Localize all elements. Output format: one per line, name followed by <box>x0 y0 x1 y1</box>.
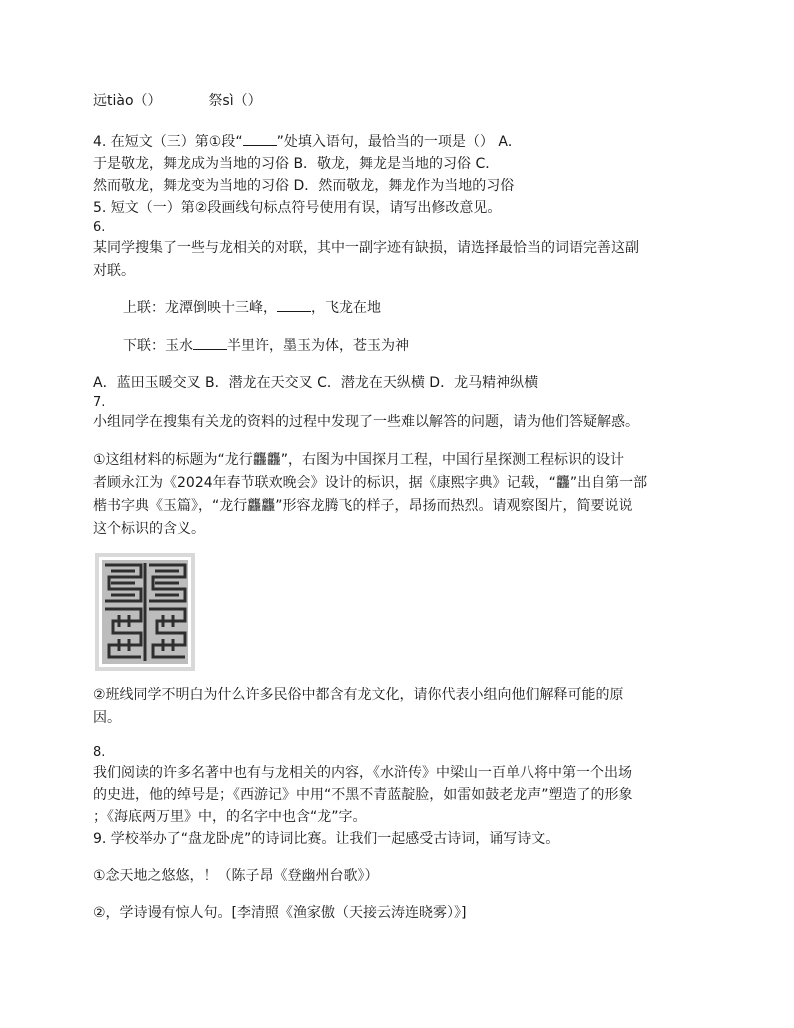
q7-p1-line-1: ①这组材料的标题为“龙行龘龘”，右图为中国探月工程，中国行星探测工程标识的设计 <box>93 452 625 468</box>
q6-line-1: 某同学搜集了一些与龙相关的对联，其中一副字迹有缺损，请选择最恰当的词语完善这副 <box>93 240 639 256</box>
q7-p2-line-2: 因。 <box>93 710 121 726</box>
q7-p2-line-1: ②班线同学不明白为什么许多民俗中都含有龙文化，请你代表小组向他们解释可能的原 <box>93 687 624 703</box>
q4-text-a: 4. 在短文（三）第①段“ <box>93 134 243 150</box>
pinyin-line <box>93 91 262 111</box>
q8-number: 8. <box>93 745 106 760</box>
couplet-lower-blank[interactable] <box>193 337 227 350</box>
q7-p1-line-3: 楷书字典《玉篇》，“龙行龘龘”形容龙腾飞的样子，昂扬而热烈。请观察图片，简要说说 <box>93 498 633 514</box>
couplet-upper <box>123 298 381 318</box>
q9-line-1: 9. 学校举办了“盘龙卧虎”的诗词比赛。让我们一起感受古诗词，诵写诗文。 <box>93 831 560 847</box>
couplet-upper-b: ，飞龙在地 <box>311 300 381 316</box>
q8-line-1: 我们阅读的许多名著中也有与龙相关的内容，《水浒传》中梁山一百单八将中第一个出场 <box>93 765 632 781</box>
q6-options: A．蓝田玉暖交叉 B．潜龙在天交叉 C．潜龙在天纵横 D．龙马精神纵横 <box>93 375 539 391</box>
q7-p1-line-2: 者顾永江为《2024年春节联欢晚会》设计的标识，据《康熙字典》记载，“龘”出自第一部 <box>93 475 648 491</box>
q7-line-1: 小组同学在搜集有关龙的资料的过程中发现了一些难以解答的问题，请为他们答疑解惑。 <box>93 414 639 430</box>
dragon-seal-logo <box>95 553 195 671</box>
couplet-upper-a: 上联：龙潭倒映十三峰， <box>123 300 277 316</box>
q9-item-2: ②，学诗谩有惊人句。[李清照《渔家傲（天接云涛连晓雾）》] <box>93 905 467 921</box>
pinyin-jisi: 祭sì（） <box>208 93 262 109</box>
q4-line-2: 于是敬龙，舞龙成为当地的习俗 B．敬龙，舞龙是当地的习俗 C． <box>93 156 500 172</box>
q9-item-1: ①念天地之悠悠，！（陈子昂《登幽州台歌》） <box>93 868 379 884</box>
q5-question: 5. 短文（一）第②段画线句标点符号使用有误，请写出修改意见。 <box>93 200 502 216</box>
q4-line-3: 然而敬龙，舞龙变为当地的习俗 D．然而敬龙，舞龙作为当地的习俗 <box>93 178 515 194</box>
couplet-lower-a: 下联：玉水 <box>123 338 193 354</box>
q6-number: 6. <box>93 220 106 235</box>
q4-blank[interactable] <box>243 133 277 146</box>
q4-text-b: ”处填入语句，最恰当的一项是（） A． <box>276 134 522 150</box>
q7-p1-line-4: 这个标识的含义。 <box>93 521 205 537</box>
q8-line-3: ；《海底两万里》中，的名字中也含“龙”字。 <box>93 809 367 825</box>
couplet-upper-blank[interactable] <box>277 299 311 312</box>
pinyin-yuantiao: 远tiào（） <box>93 93 162 109</box>
q7-number: 7. <box>93 395 106 410</box>
couplet-lower-b: 半里许，墨玉为体，苍玉为神 <box>227 338 409 354</box>
q6-line-2: 对联。 <box>93 263 135 279</box>
q8-line-2: 的史进，他的绰号是；《西游记》中用“不黑不青蓝靛脸，如雷如鼓老龙声”塑造了的形象 <box>93 787 633 803</box>
q4-line-1 <box>93 132 522 152</box>
couplet-lower <box>123 336 409 356</box>
